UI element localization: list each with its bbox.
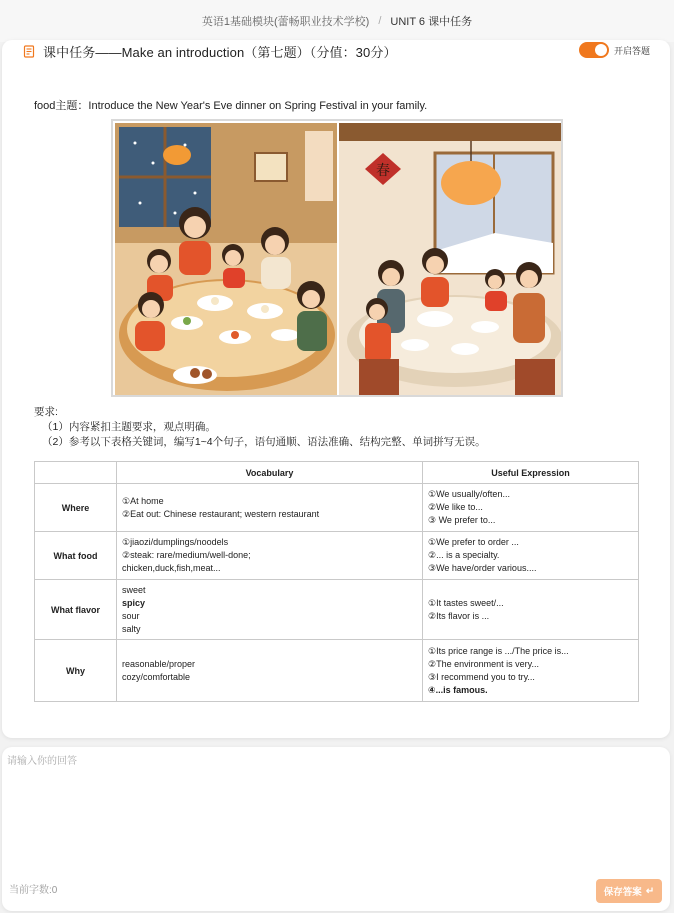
toggle-knob — [595, 44, 607, 56]
vocab-line: spicy — [122, 597, 146, 608]
expression-line: ③We have/order various.... — [428, 563, 537, 573]
expression-line: ②We like to... — [428, 502, 483, 512]
breadcrumb-unit: UNIT 6 课中任务 — [390, 16, 473, 28]
table-row — [35, 580, 639, 640]
answer-panel — [2, 747, 670, 911]
table-row — [35, 532, 639, 580]
task-prompt: food主题：Introduce the New Year's Eve dinner on Spring Festival in your family. — [34, 100, 428, 112]
breadcrumb — [0, 0, 674, 42]
expression-line: ③I recommend you to try... — [428, 671, 535, 682]
svg-text:春: 春 — [376, 163, 390, 179]
table-header-blank — [35, 462, 117, 484]
requirements-heading: 要求: — [34, 406, 58, 418]
expression-cell — [423, 580, 639, 640]
vocab-line: reasonable/proper — [122, 658, 196, 669]
table-header-useful-expression: Useful Expression — [423, 462, 639, 484]
vocabulary-table — [34, 461, 639, 702]
requirements — [34, 405, 486, 450]
enter-icon: ↵ — [645, 885, 655, 897]
vocab-cell — [117, 532, 423, 580]
expression-cell — [423, 532, 639, 580]
row-label-where: Where — [35, 484, 117, 532]
answer-toggle-label: 开启答题 — [613, 45, 650, 56]
vocab-line: sour — [122, 610, 140, 621]
answer-toggle[interactable] — [579, 42, 609, 58]
task-document-icon — [23, 45, 35, 58]
row-label-what-flavor: What flavor — [35, 580, 117, 640]
table-row — [35, 484, 639, 532]
expression-line: ②The environment is very... — [428, 658, 539, 669]
expression-line: ④...is famous. — [428, 684, 488, 695]
expression-line: ①We usually/often... — [428, 489, 510, 499]
table-header-row — [35, 462, 639, 484]
table-header-vocabulary: Vocabulary — [117, 462, 423, 484]
requirement-item: （1）内容紧扣主题要求，观点明确。 — [42, 421, 216, 433]
vocab-line: ①At home — [122, 495, 164, 506]
save-answer-button[interactable] — [596, 879, 662, 903]
word-count: 当前字数:0 — [9, 885, 58, 896]
task-header — [23, 40, 650, 62]
expression-line: ①Its price range is .../The price is... — [428, 645, 569, 656]
illustration-image — [115, 123, 561, 395]
table-row — [35, 640, 639, 702]
vocab-line: cozy/comfortable — [122, 671, 191, 682]
breadcrumb-course[interactable]: 英语1基础模块(蕾畅职业技术学校) — [201, 16, 370, 28]
vocab-line: salty — [122, 623, 141, 634]
vocab-line: ①jiaozi/dumplings/noodels — [122, 537, 229, 547]
answer-input[interactable] — [7, 752, 663, 872]
row-label-what-food: What food — [35, 532, 117, 580]
requirement-item: （2）参考以下表格关键词，编写1~4个句子，语句通顺、语法准确、结构完整、单词拼写无误。 — [42, 436, 486, 448]
vocab-cell — [117, 580, 423, 640]
answer-toggle-group — [579, 42, 650, 58]
expression-line: ③ We prefer to... — [428, 515, 496, 525]
expression-cell — [423, 640, 639, 702]
vocab-line: chicken,duck,fish,meat... — [122, 563, 221, 573]
expression-line: ②Its flavor is ... — [428, 610, 490, 621]
task-card — [2, 40, 670, 738]
vocab-line: sweet — [122, 584, 146, 595]
vocab-cell — [117, 640, 423, 702]
expression-cell — [423, 484, 639, 532]
row-label-why: Why — [35, 640, 117, 702]
save-answer-label: 保存答案 — [603, 887, 642, 898]
breadcrumb-separator: / — [378, 15, 382, 27]
vocab-line: ②Eat out: Chinese restaurant; western restaurant — [122, 508, 320, 519]
expression-line: ①It tastes sweet/... — [428, 597, 504, 608]
vocab-cell — [117, 484, 423, 532]
vocab-line: ②steak: rare/medium/well-done; — [122, 550, 251, 560]
expression-line: ①We prefer to order ... — [428, 537, 519, 547]
expression-line: ②... is a specialty. — [428, 550, 500, 560]
task-title: 课中任务——Make an introduction（第七题）（分值：30分） — [43, 44, 397, 60]
new-year-dinner-illustration — [111, 119, 563, 397]
